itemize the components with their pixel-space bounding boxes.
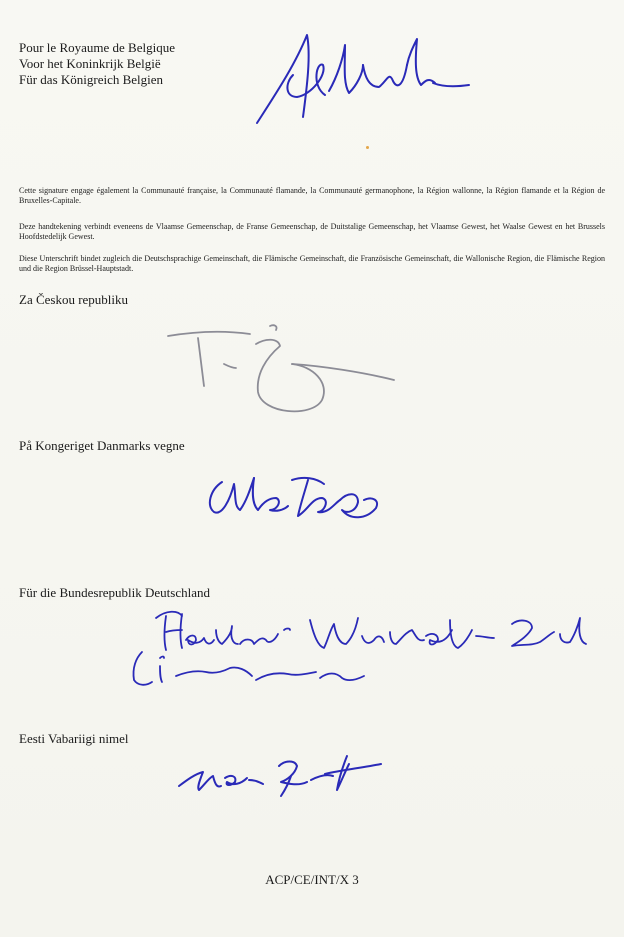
- estonia-label: Eesti Vabariigi nimel: [19, 731, 129, 746]
- czech-signature: [162, 318, 402, 428]
- germany-label: Für die Bundesrepublik Deutschland: [19, 585, 210, 600]
- belgium-line-fr: Pour le Royaume de Belgique: [19, 40, 175, 55]
- ink-speck: [366, 146, 369, 149]
- czech-label: Za Českou republiku: [19, 292, 129, 307]
- denmark-label: På Kongeriget Danmarks vegne: [19, 438, 185, 453]
- belgium-note-de: Diese Unterschrift bindet zugleich die Deutschsprachige Gemeinschaft, die Flämische Gemeinschaft, die Französische Gemeinschaft, die Wallonische Region, die Flämische Region und die Region Brüssel-Hauptstadt.: [19, 254, 605, 273]
- document-reference: ACP/CE/INT/X 3: [265, 872, 359, 887]
- denmark-signature: [200, 470, 390, 530]
- belgium-line-de: Für das Königreich Belgien: [19, 72, 164, 87]
- germany-signature: [120, 600, 600, 700]
- belgium-note-nl: Deze handtekening verbindt eveneens de Vlaamse Gemeenschap, de Franse Gemeenschap, de Duitstalige Gemeenschap, het Vlaamse Gewest, het Waalse Gewest en het Brussels Hoofdstedelijk Gewest.: [19, 222, 605, 241]
- belgium-signature: [245, 25, 475, 135]
- belgium-note-fr: Cette signature engage également la Communauté française, la Communauté flamande, la Communauté germanophone, la Région wallonne, la Région flamande et la Région de Bruxelles-Capitale.: [19, 186, 605, 205]
- belgium-heading: [19, 40, 175, 88]
- belgium-line-nl: Voor het Koninkrijk België: [19, 56, 161, 71]
- estonia-signature: [175, 752, 385, 802]
